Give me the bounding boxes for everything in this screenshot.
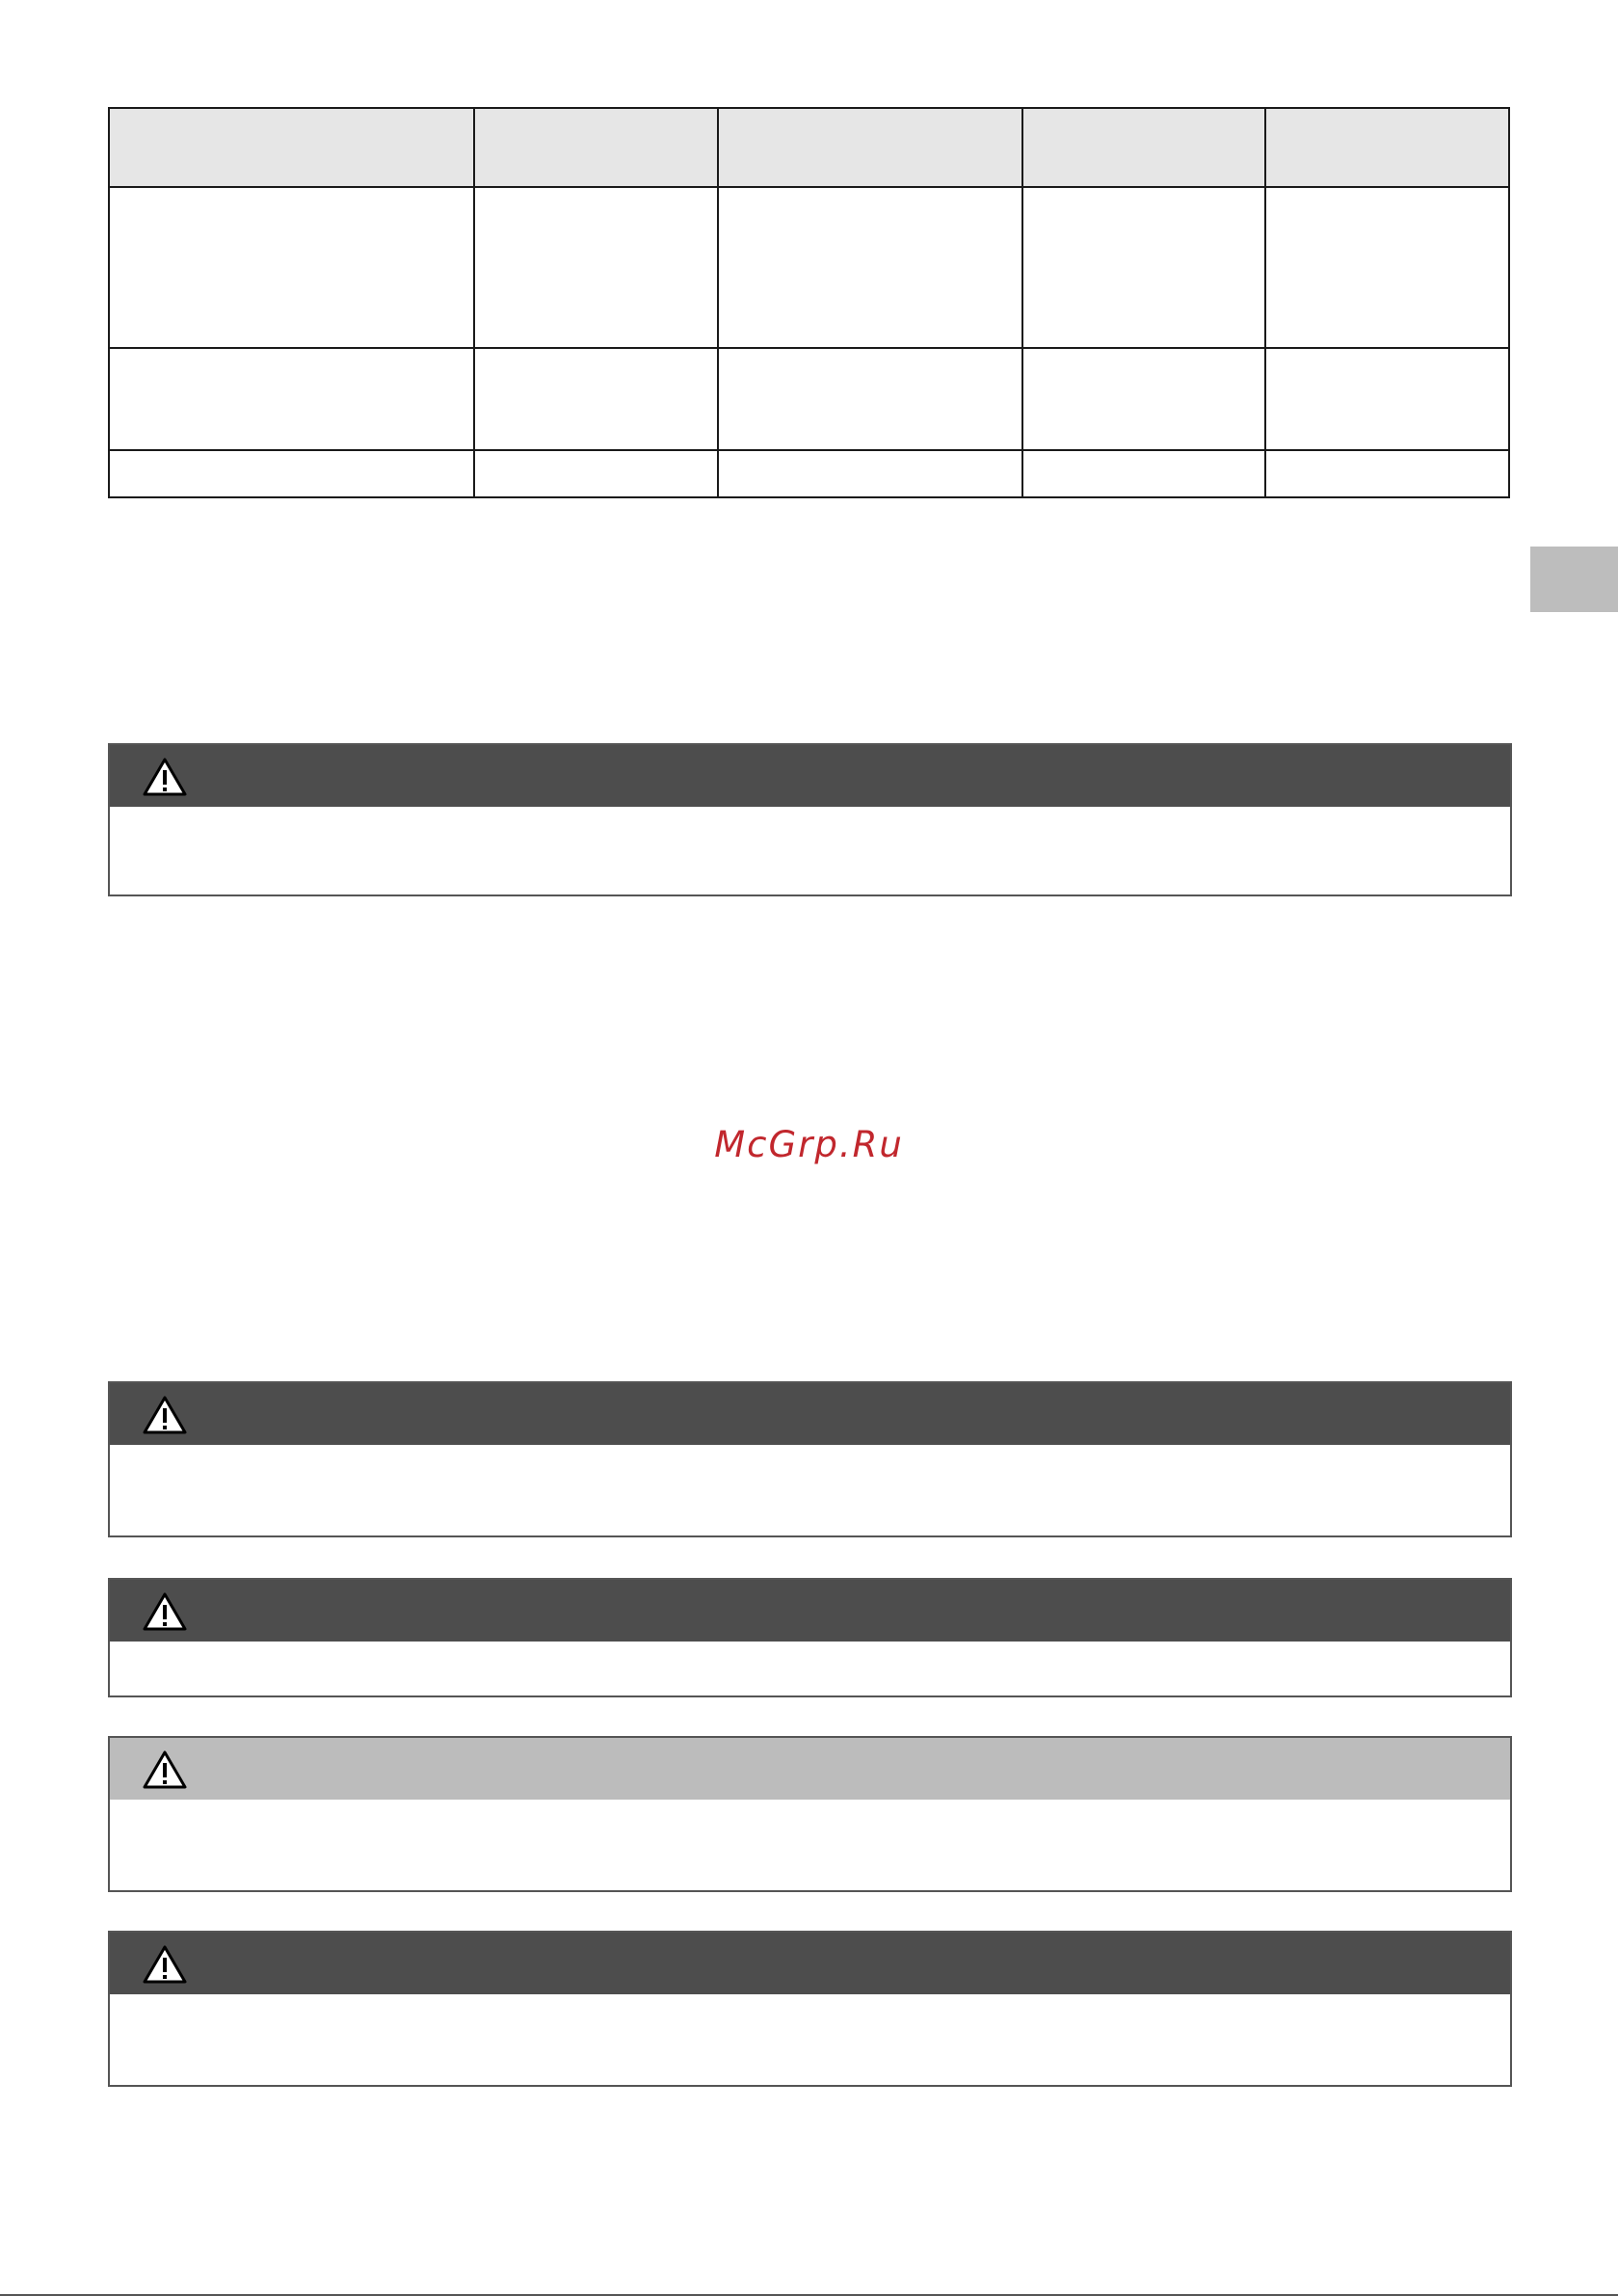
table-row (109, 187, 1509, 348)
table-row (109, 348, 1509, 450)
warning-header (110, 1383, 1510, 1445)
table-cell (474, 450, 718, 497)
table-cell (1265, 450, 1509, 497)
warning-header (110, 1933, 1510, 1994)
table-header-cell (474, 108, 718, 187)
table-cell (109, 348, 474, 450)
table-cell (474, 348, 718, 450)
table-header-cell (1022, 108, 1266, 187)
warning-triangle-icon (142, 757, 188, 797)
warning-box (108, 1578, 1512, 1697)
table-cell (718, 187, 1022, 348)
table-cell (1265, 187, 1509, 348)
table-header-cell (109, 108, 474, 187)
table-cell (1022, 187, 1266, 348)
table-row (109, 450, 1509, 497)
table-cell (718, 348, 1022, 450)
table-cell (109, 187, 474, 348)
table-cell (1022, 450, 1266, 497)
table-cell (109, 450, 474, 497)
warning-header (110, 1580, 1510, 1642)
warning-triangle-icon (142, 1749, 188, 1790)
warning-header (110, 745, 1510, 807)
section-tab (1530, 547, 1618, 612)
warning-box (108, 743, 1512, 896)
table-header-cell (1265, 108, 1509, 187)
table-cell (474, 187, 718, 348)
watermark: McGrp.Ru (714, 1124, 904, 1165)
warning-triangle-icon (142, 1944, 188, 1985)
table-header-row (109, 108, 1509, 187)
table-cell (1265, 348, 1509, 450)
table-cell (1022, 348, 1266, 450)
spec-table (108, 107, 1510, 498)
warning-triangle-icon (142, 1591, 188, 1632)
table-header-cell (718, 108, 1022, 187)
caution-header (110, 1738, 1510, 1800)
caution-box (108, 1736, 1512, 1892)
warning-box (108, 1381, 1512, 1537)
table-cell (718, 450, 1022, 497)
warning-box (108, 1931, 1512, 2087)
warning-triangle-icon (142, 1395, 188, 1435)
